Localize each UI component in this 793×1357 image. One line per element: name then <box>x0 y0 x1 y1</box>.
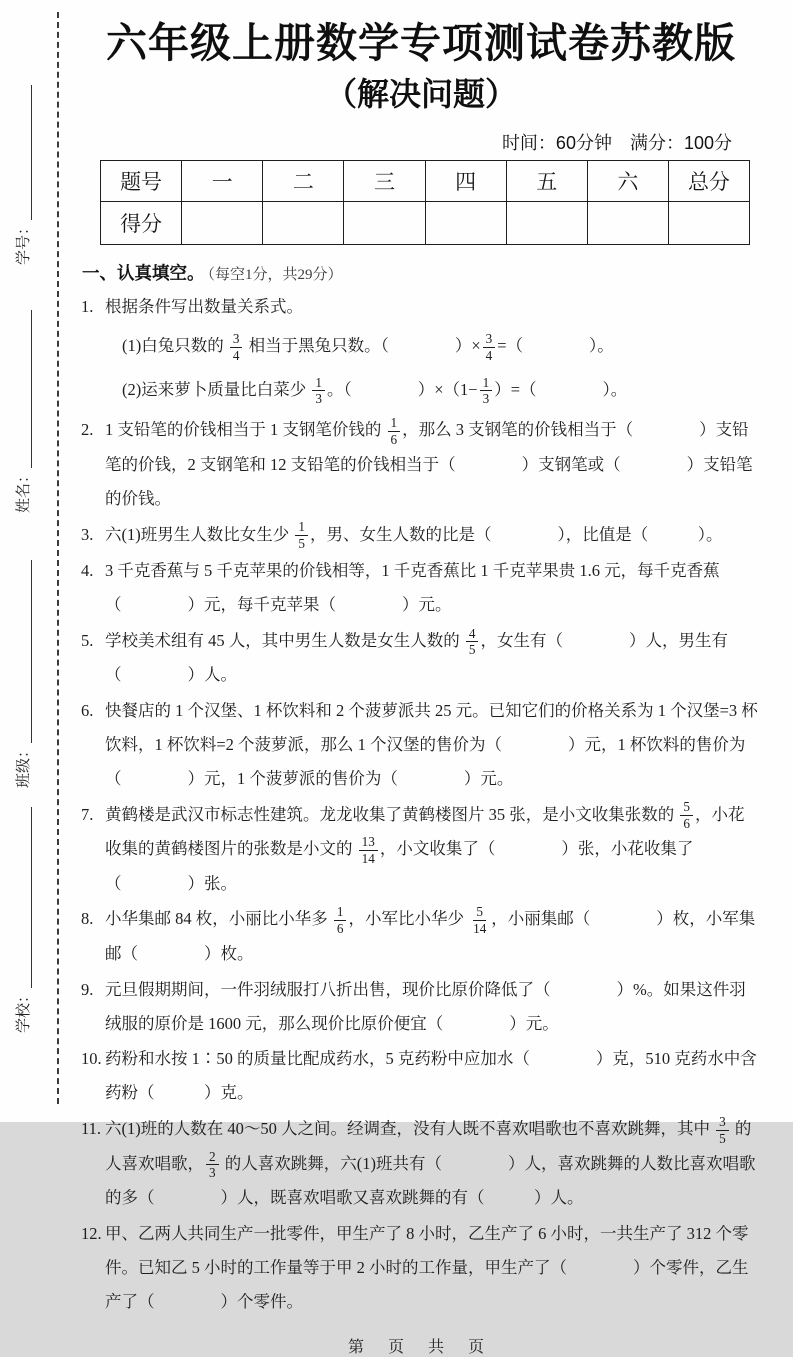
question-text: 。（ ）×（1− <box>326 379 478 399</box>
fraction-numerator: 5 <box>680 799 693 816</box>
score-table-header-cell: 二 <box>263 161 344 202</box>
question-text: ，小花收集的黄鹤楼图片的张数是小文的 <box>105 804 745 859</box>
section-note: （每空1分，共29分） <box>207 267 343 284</box>
school-write-in-line <box>31 807 32 988</box>
score-table-header-cell: 六 <box>587 161 668 202</box>
question-text: ）=（ ）。 <box>494 379 628 399</box>
fraction <box>483 331 496 364</box>
question-number-5: 5. <box>81 630 94 650</box>
question-number-2: 2. <box>81 420 94 440</box>
fraction-denominator: 5 <box>298 536 305 552</box>
question-text: 小华集邮 84 枚，小丽比小华多 <box>105 909 332 929</box>
fraction-numerator: 2 <box>206 1149 219 1166</box>
question-number-3: 3. <box>81 524 94 544</box>
question-text: ，男、女生人数的比是（ ），比值是（ ）。 <box>309 524 723 544</box>
fraction <box>388 415 401 448</box>
question-6 <box>80 694 758 795</box>
score-cell-empty <box>668 202 749 245</box>
fraction <box>716 1114 729 1147</box>
page-footer: 第 页 共 页 <box>347 1339 494 1357</box>
fraction-denominator: 14 <box>361 850 375 866</box>
school-label: 学校： <box>15 987 32 1033</box>
student-id-field <box>10 85 37 265</box>
fraction-numerator: 3 <box>230 331 243 348</box>
question-8 <box>80 902 758 970</box>
fraction-numerator: 1 <box>312 375 325 392</box>
score-table-header-cell: 四 <box>425 161 506 202</box>
fraction <box>295 519 308 552</box>
fraction-numerator: 5 <box>473 904 486 921</box>
name-label: 姓名： <box>15 467 32 513</box>
question-5 <box>80 624 758 692</box>
fraction <box>334 904 347 937</box>
score-table-header-row <box>101 161 750 202</box>
question-text: 六(1)班的人数在 40～50 人之间。经调查，没有人既不喜欢唱歌也不喜欢跳舞，其中 <box>105 1119 715 1139</box>
question-number-12: 12. <box>81 1224 102 1244</box>
question-text: ，那么 3 支钢笔的价钱相当于（ ）支铅笔的价钱，2 支钢笔和 12 支铅笔的价钱相当于（ ）支钢笔或（ ）支铅笔的价钱。 <box>105 420 753 508</box>
question-text: 的人喜欢唱歌， <box>105 1119 752 1173</box>
fraction <box>230 331 243 364</box>
fraction-numerator: 1 <box>334 904 347 921</box>
question-text: (2)运来萝卜质量比白菜少 <box>122 379 311 399</box>
question-text: (1)白兔只数的 <box>122 336 228 356</box>
paper-main <box>80 0 762 1357</box>
fraction-numerator: 3 <box>716 1114 729 1131</box>
fraction-numerator: 13 <box>359 834 378 851</box>
fraction <box>680 799 693 832</box>
class-label: 班级： <box>15 742 32 788</box>
fraction-numerator: 1 <box>480 375 493 392</box>
fraction-numerator: 3 <box>483 331 496 348</box>
student-id-label: 学号： <box>15 219 32 265</box>
fold-dashed-line <box>57 12 59 1104</box>
question-1 <box>80 290 758 324</box>
question-number-10: 10. <box>81 1049 102 1069</box>
fraction <box>466 626 479 659</box>
page-subtitle: （解决问题） <box>324 76 517 113</box>
score-table-row-label: 得分 <box>101 202 182 245</box>
question-text: 黄鹤楼是武汉市标志性建筑。龙龙收集了黄鹤楼图片 35 张，是小文收集张数的 <box>105 804 679 824</box>
question-10 <box>80 1042 758 1110</box>
question-text: 学校美术组有 45 人，其中男生人数是女生人数的 <box>105 630 464 650</box>
fraction-denominator: 5 <box>719 1130 726 1146</box>
question-9 <box>80 973 758 1041</box>
fraction-denominator: 14 <box>473 921 487 937</box>
score-table-header-cell: 总分 <box>668 161 749 202</box>
question-4 <box>80 554 758 622</box>
student-id-write-in-line <box>31 85 32 220</box>
page-title: 六年级上册数学专项测试卷苏教版 <box>106 20 736 66</box>
question-text: 相当于黑兔只数。（ ）× <box>244 336 481 356</box>
question-text: ，小文收集了（ ）张，小花收集了（ ）张。 <box>105 839 694 893</box>
question-number-8: 8. <box>81 909 94 929</box>
question-12 <box>80 1217 758 1318</box>
name-write-in-line <box>31 310 32 468</box>
fraction-denominator: 6 <box>390 432 398 448</box>
fraction <box>206 1149 219 1182</box>
question-2 <box>80 413 758 515</box>
question-text: 药粉和水按 1∶50 的质量比配成药水，5 克药粉中应加水（ ）克，510 克药水中含药粉（ ）克。 <box>105 1049 757 1103</box>
score-cell-empty <box>182 202 263 245</box>
score-cell-empty <box>587 202 668 245</box>
score-cell-empty <box>425 202 506 245</box>
question-number-9: 9. <box>81 979 94 999</box>
class-write-in-line <box>31 560 32 743</box>
question-number-4: 4. <box>81 561 94 581</box>
question-text: 根据条件写出数量关系式。 <box>105 297 303 317</box>
fraction-denominator: 3 <box>315 391 322 407</box>
question-text: 1 支铅笔的价钱相当于 1 支钢笔价钱的 <box>105 420 386 440</box>
fraction-denominator: 6 <box>683 816 690 832</box>
question-text: 元旦假期期间，一件羽绒服打八折出售，现价比原价降低了（ ）%。如果这件羽绒服的原价是 1600 元，那么现价比原价便宜（ ）元。 <box>105 979 746 1033</box>
question-11 <box>80 1112 758 1215</box>
question-text: 六(1)班男生人数比女生少 <box>105 524 294 544</box>
time-score-info: 时间：60分钟 满分：100分 <box>501 132 732 153</box>
fraction-denominator: 4 <box>485 347 493 363</box>
score-cell-empty <box>344 202 425 245</box>
question-text: 3 千克香蕉与 5 千克苹果的价钱相等，1 千克香蕉比 1 千克苹果贵 1.6 元，每千克香蕉（ ）元，每千克苹果（ ）元。 <box>105 561 720 614</box>
section-heading <box>82 259 762 287</box>
fraction-denominator: 3 <box>482 391 490 407</box>
question-1-1 <box>80 326 758 366</box>
fraction <box>359 834 378 867</box>
fraction-denominator: 3 <box>209 1165 216 1181</box>
score-cell-empty <box>263 202 344 245</box>
question-7 <box>80 798 758 901</box>
question-number-7: 7. <box>81 804 94 824</box>
fraction-denominator: 6 <box>336 921 344 937</box>
questions-list <box>80 290 758 1318</box>
score-table-score-row <box>101 202 750 245</box>
fraction <box>312 375 325 408</box>
fraction <box>470 904 489 937</box>
question-text: =（ ）。 <box>497 336 614 356</box>
question-3 <box>80 518 758 553</box>
section-title: 一、认真填空。 <box>82 263 205 284</box>
fraction-denominator: 5 <box>468 642 476 658</box>
fraction-numerator: 4 <box>466 626 479 643</box>
question-text: ，小丽集邮（ ）枚，小军集邮（ ）枚。 <box>105 909 756 964</box>
score-table-header-cell: 五 <box>506 161 587 202</box>
question-1-2 <box>80 370 758 410</box>
score-table-header-cell: 三 <box>344 161 425 202</box>
fraction-denominator: 4 <box>232 347 240 363</box>
fraction-numerator: 1 <box>295 519 308 536</box>
question-number-1: 1. <box>81 297 94 317</box>
question-text: ，女生有（ ）人，男生有（ ）人。 <box>105 630 728 685</box>
score-table-corner-cell: 题号 <box>101 161 182 202</box>
question-text: 的人喜欢跳舞，六(1)班共有（ ）人，喜欢跳舞的人数比喜欢唱歌的多（ ）人，既喜欢唱歌又喜欢跳舞的有（ ）人。 <box>105 1153 756 1208</box>
question-text: ，小军比小华少 <box>348 909 469 929</box>
school-field <box>10 807 37 1033</box>
fraction <box>480 375 493 408</box>
question-number-11: 11. <box>81 1119 102 1139</box>
question-text: 甲、乙两人共同生产一批零件，甲生产了 8 小时，乙生产了 6 小时，一共生产了 312 个零件。已知乙 5 小时的工作量等于甲 2 小时的工作量，甲生产了（ ）个零件，乙生产了（ ）个零件。 <box>105 1224 749 1311</box>
score-cell-empty <box>506 202 587 245</box>
score-table <box>100 160 750 245</box>
class-field <box>10 560 37 788</box>
score-table-header-cell: 一 <box>182 161 263 202</box>
question-number-6: 6. <box>81 701 94 721</box>
name-field <box>10 310 37 513</box>
fraction-numerator: 1 <box>388 415 401 432</box>
question-text: 快餐店的 1 个汉堡、1 杯饮料和 2 个菠萝派共 25 元。已知它们的价格关系为 1 个汉堡=3 杯饮料，1 杯饮料=2 个菠萝派，那么 1 个汉堡的售价为（ ）元，1 杯饮料的售价为（ ）元，1 个菠萝派的售价为（ ）元。 <box>105 701 758 788</box>
